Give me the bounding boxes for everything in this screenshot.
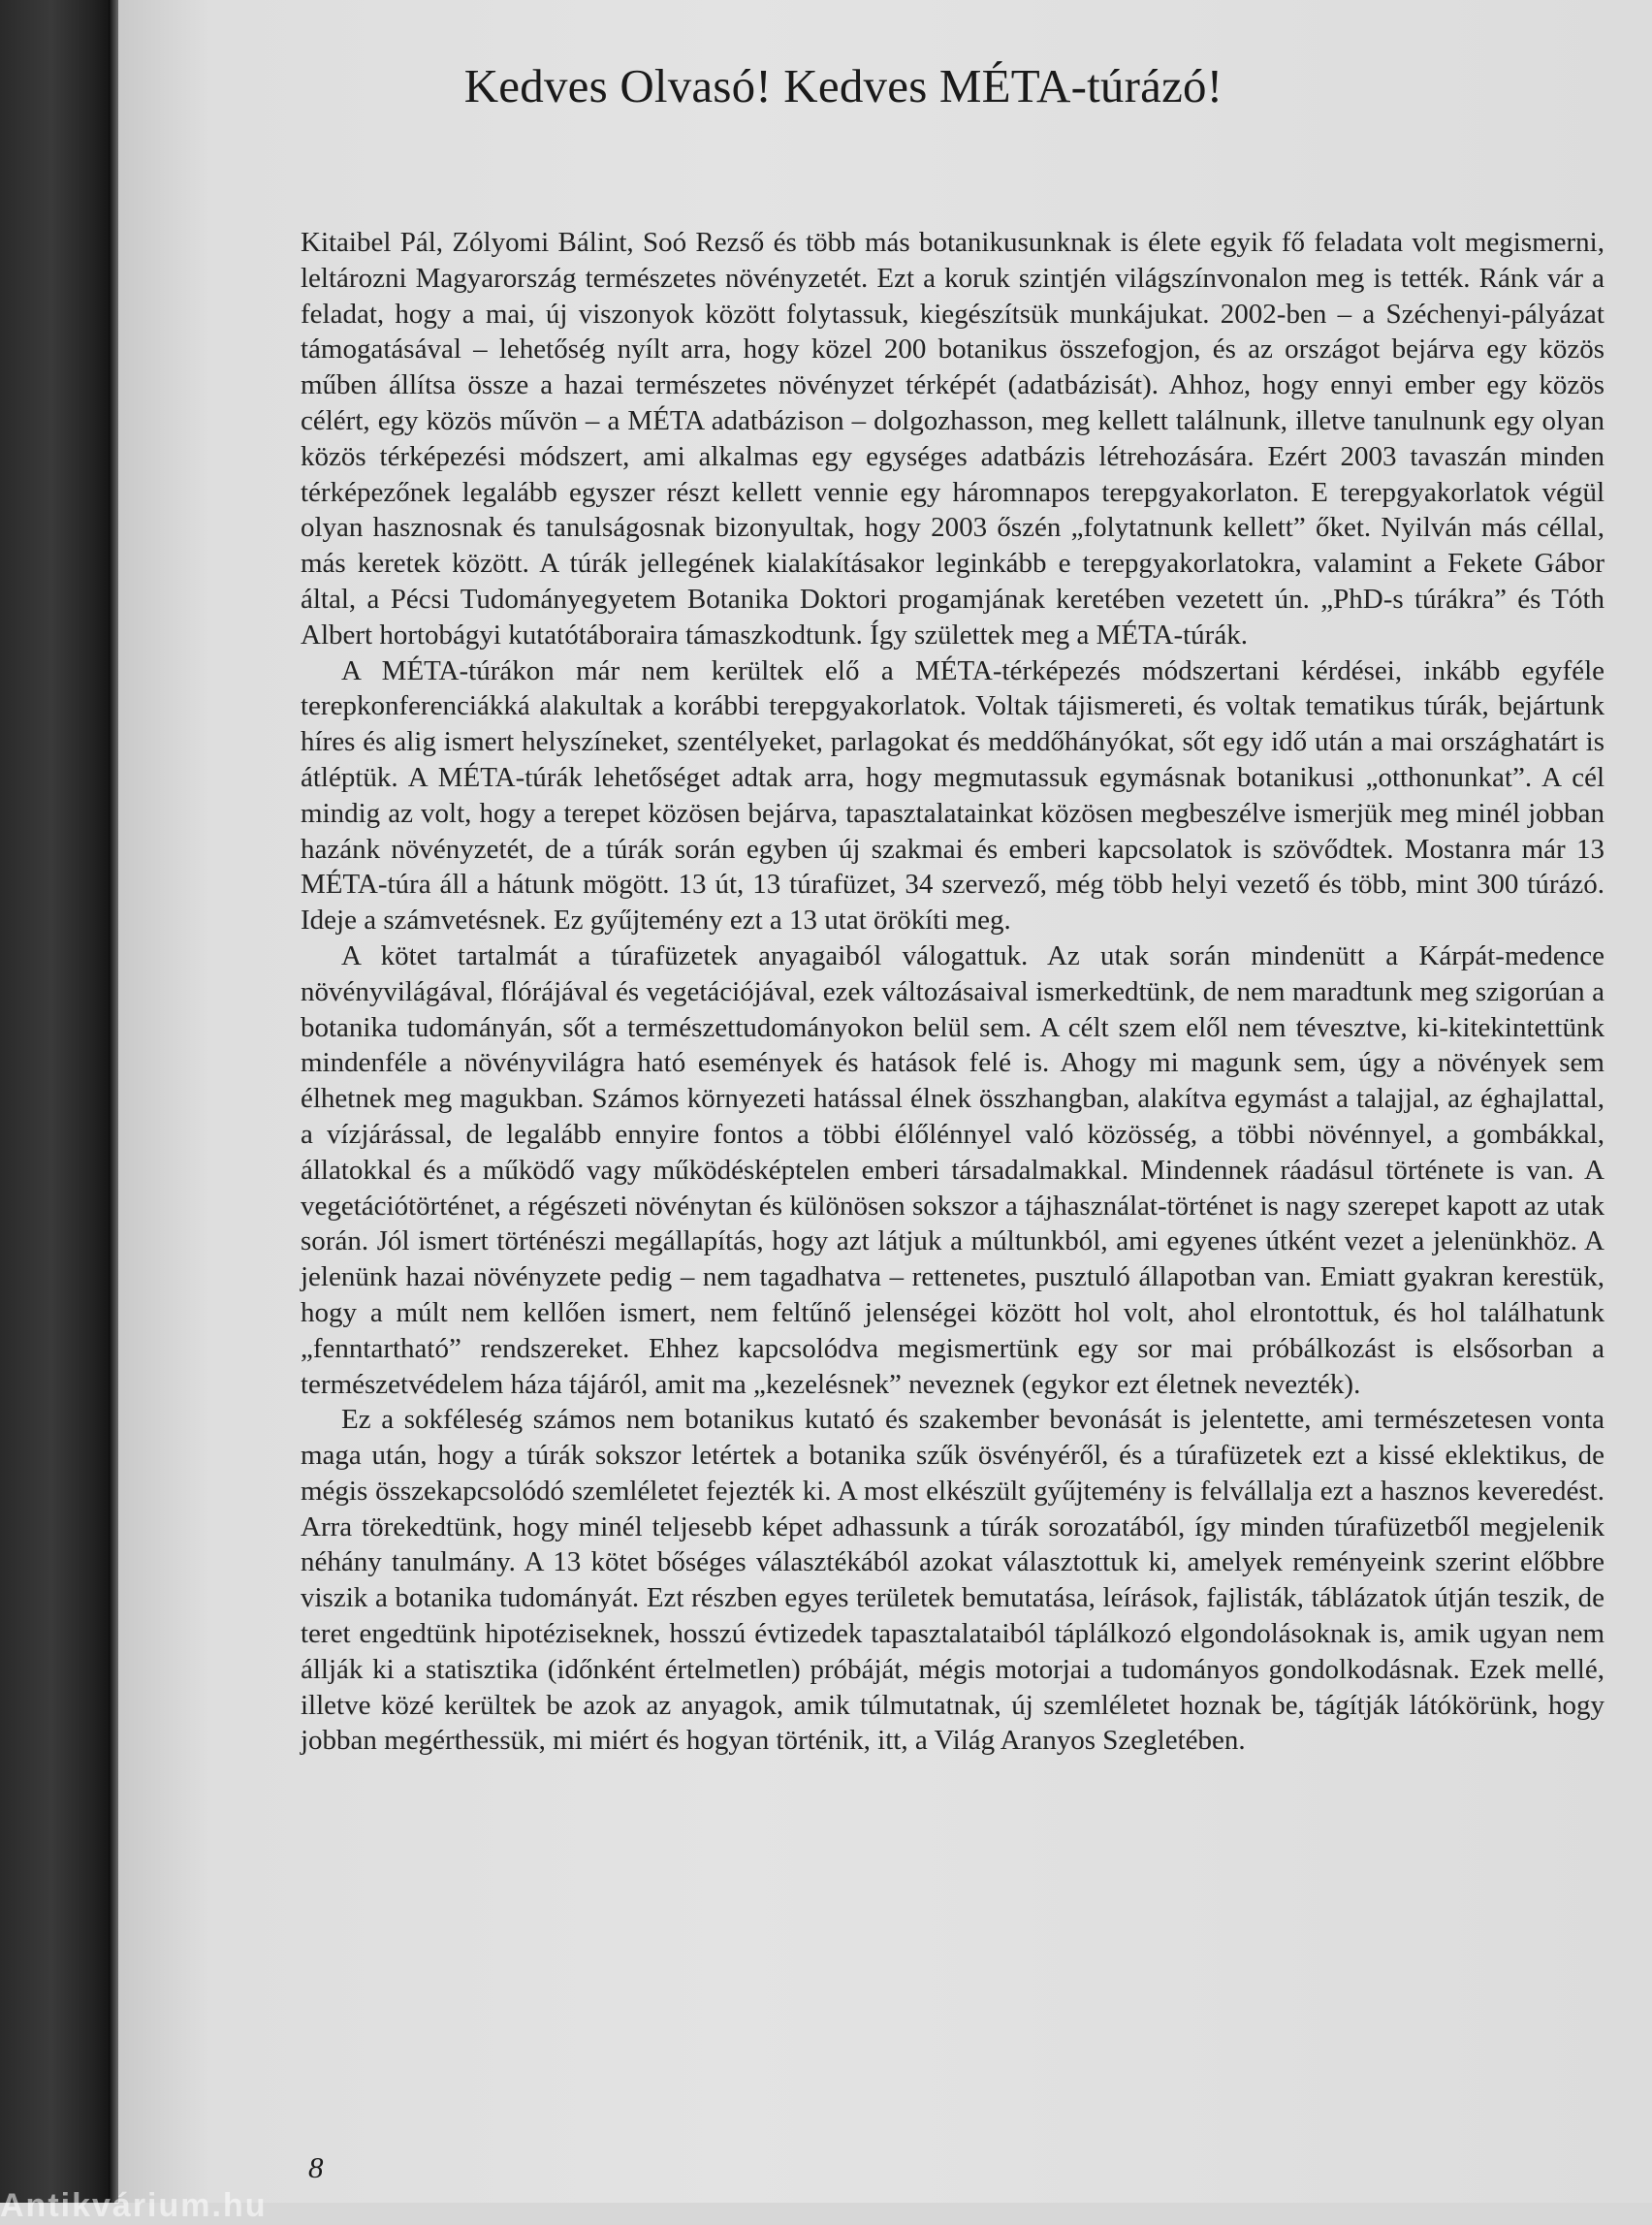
paragraph-1: Kitaibel Pál, Zólyomi Bálint, Soó Rezső és több más botanikusunknak is élete egyik fő feladata volt megismerni, leltározni Magyarország természetes növényzetét. Ezt a koruk szintjén világszínvonalon meg is tették. Ránk vár a feladat, hogy a mai, új viszonyok között folytassuk, kiegészítsük munkájukat. 2002-ben – a Széchenyi-pályázat támogatásával – lehetőség nyílt arra, hogy közel 200 botanikus összefogjon, és az országot bejárva egy közös műben állítsa össze a hazai természetes növényzet térképét (adatbázisát). Ahhoz, hogy ennyi ember egy közös célért, egy közös művön – a MÉTA adatbázison – dolgozhasson, meg kellett találnunk, illetve tanulnunk egy olyan közös térképezési módszert, ami alkalmas egy egységes adatbázis létrehozására. Ezért 2003 tavaszán minden térképezőnek legalább egyszer részt kellett vennie egy háromnapos terepgyakorlaton. E terepgyakorlatok végül olyan hasznosnak és tanulságosnak bizonyultak, hogy 2003 őszén „folytatnunk kellett” őket. Nyilván más céllal, más keretek között. A túrák jellegének kialakításakor leginkább e terepgyakorlatokra, valamint a Fekete Gábor által, a Pécsi Tudományegyetem Botanika Doktori progamjának keretében vezetett ún. „PhD-s túrákra” és Tóth Albert hortobágyi kutatótáboraira támaszkodtunk. Így születtek meg a MÉTA-túrák. [301, 227, 1604, 651]
paragraph-4: Ez a sokféleség számos nem botanikus kutató és szakember bevonását is jelentette, ami természetesen vonta maga után, hogy a túrák sokszor letértek a botanika szűk ösvényéről, és a túrafüzetek ezt a kissé eklektikus, de mégis összekapcsolódó szemléletet fejezték ki. A most elkészült gyűjtemény is felvállalja ezt a hasznos keveredést. Arra törekedtünk, hogy minél teljesebb képet adhassunk a túrák sorozatából, így minden túrafüzetből megjelenik néhány tanulmány. A 13 kötet bőséges választékából azokat választottuk ki, amelyek reményeink szerint előbbre viszik a botanika tudományát. Ezt részben egyes területek bemutatása, leírások, fajlisták, táblázatok útján teszik, de teret engedtünk hipotéziseknek, hosszú évtizedek tapasztalataiból táplálkozó elgondolásoknak is, amik ugyan nem állják ki a statisztika (időnként értelmetlen) próbáját, mégis motorjai a tudományos gondolkodásnak. Ezek mellé, illetve közé kerültek be azok az anyagok, amik túlmutatnak, új szemléletet hoznak be, tágítják látókörünk, hogy jobban megérthessük, mi miért és hogyan történik, itt, a Világ Aranyos Szegletében. [301, 1404, 1604, 1757]
watermark: Antikvárium.hu [0, 2187, 268, 2224]
page-edge [109, 0, 118, 2203]
page-title: Kedves Olvasó! Kedves MÉTA-túrázó! [463, 59, 1223, 112]
page-number: 8 [308, 2150, 324, 2184]
paragraph-2: A MÉTA-túrákon már nem kerültek elő a MÉTA-térképezés módszertani kérdései, inkább egyféle terepkonferenciákká alakultak a korábbi terepgyakorlatok. Voltak tájismereti, és voltak tematikus túrák, bejártunk híres és alig ismert helyszíneket, szentélyeket, parlagokat és meddőhányókat, sőt egy idő után a mai országhatárt is átléptük. A MÉTA-túrák lehetőséget adtak arra, hogy megmutassuk egymásnak botanikusi „otthonunkat”. A cél mindig az volt, hogy a terepet közösen bejárva, tapasztalatainkat közösen megbeszélve ismerjük meg minél jobban hazánk növényzetét, de a túrák során egyben új szakmai és emberi kapcsolatok is szövődtek. Mostanra már 13 MÉTA-túra áll a hátunk mögött. 13 út, 13 túrafüzet, 34 szervező, még több helyi vezető és több, mint 300 túrázó. Ideje a számvetésnek. Ez gyűjtemény ezt a 13 utat örökíti meg. [301, 654, 1604, 937]
body-text [301, 225, 1604, 1759]
paragraph-3: A kötet tartalmát a túrafüzetek anyagaiból válogattuk. Az utak során mindenütt a Kárpát-medence növényvilágával, flórájával és vegetációjával, ezek változásaival ismerkedtünk, de nem maradtunk meg szigorúan a botanika tudományán, sőt a természettudományokon belül sem. A célt szem elől nem tévesztve, ki-kitekintettünk mindenféle a növényvilágra ható események és hatások felé is. Ahogy mi magunk sem, úgy a növények sem élhetnek meg magukban. Számos környezeti hatással élnek összhangban, alakítva egymást a talajjal, az éghajlattal, a vízjárással, de legalább ennyire fontos a többi élőlénnyel való közösség, a többi növénnyel, a gombákkal, állatokkal és a működő vagy működésképtelen emberi társadalmakkal. Mindennek ráadásul története is van. A vegetációtörténet, a régészeti növénytan és különösen sokszor a tájhasználat-történet is nagy szerepet kapott az utak során. Jól ismert történészi megállapítás, hogy azt látjuk a múltunkból, ami egyenes útként vezet a jelenünkhöz. A jelenünk hazai növényzete pedig – nem tagadhatva – rettenetes, pusztuló állapotban van. Emiatt gyakran kerestük, hogy a múlt nem kellően ismert, nem feltűnő jelenségei között hol volt, ahol elrontottuk, és hol találhatunk „fenntartható” rendszereket. Ehhez kapcsolódva megismertünk egy sor mai próbálkozást is elsősorban a természetvédelem háza tájáról, amit ma „kezelésnek” neveznek (egykor ezt életnek nevezték). [301, 939, 1604, 1400]
book-spine [0, 0, 114, 2203]
